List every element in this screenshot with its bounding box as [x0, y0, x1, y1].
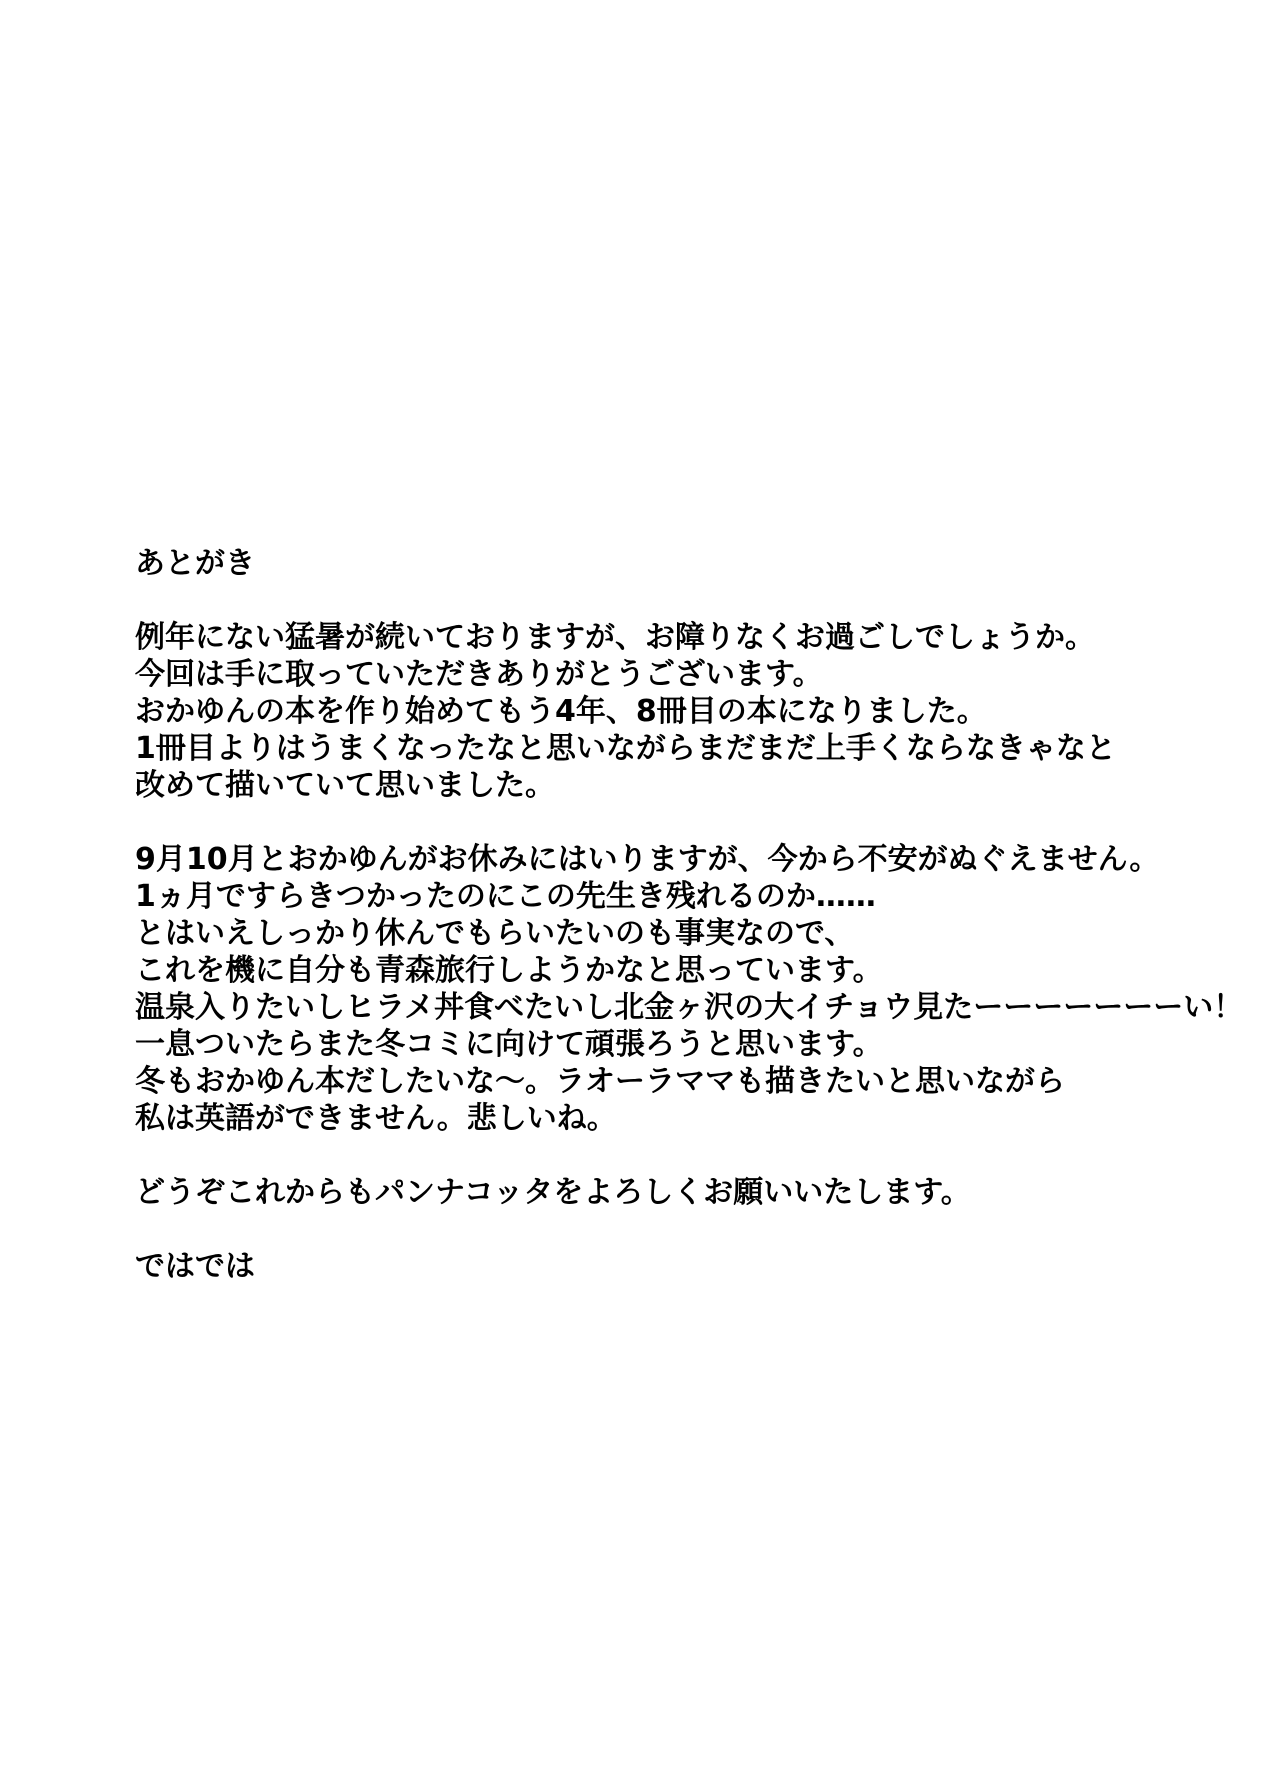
text-line: 1冊目よりはうまくなったなと思いながらまだまだ上手くならなきゃなと — [135, 731, 1116, 766]
text-line: 一息ついたらまた冬コミに向けて頑張ろうと思います。 — [135, 1027, 883, 1062]
text-line: 温泉入りたいしヒラメ丼食べたいし北金ヶ沢の大イチョウ見たーーーーーーーい！ — [135, 990, 1244, 1025]
paragraph-closing-request — [135, 1174, 1215, 1211]
paragraph-break-plans — [135, 841, 1244, 1137]
text-line: 例年にない猛暑が続いておりますが、お障りなくお過ごしでしょうか。 — [135, 620, 1095, 655]
text-line: ではでは — [135, 1249, 255, 1284]
text-line: 9月10月とおかゆんがお休みにはいりますが、今から不安がぬぐえません。 — [135, 842, 1160, 877]
text-line: 今回は手に取っていただきありがとうございます。 — [135, 657, 823, 692]
text-line: 改めて描いていて思いました。 — [135, 768, 555, 803]
text-line: とはいえしっかり休んでもらいたいのも事実なので、 — [135, 916, 855, 951]
text-line: これを機に自分も青森旅行しようかなと思っています。 — [135, 953, 883, 988]
afterword-title: あとがき — [135, 546, 255, 581]
text-line: 1ヵ月ですらきつかったのにこの先生き残れるのか…… — [135, 879, 876, 914]
paragraph-signoff — [135, 1248, 1215, 1285]
text-line: 冬もおかゆん本だしたいな〜。ラオーラママも描きたいと思いながら — [135, 1064, 1065, 1099]
text-line: 私は英語ができません。悲しいね。 — [135, 1101, 617, 1136]
afterword-text-block — [135, 545, 1244, 1285]
paragraph-greeting — [135, 619, 1215, 804]
text-line: おかゆんの本を作り始めてもう4年、8冊目の本になりました。 — [135, 694, 987, 729]
text-line: どうぞこれからもパンナコッタをよろしくお願いいたします。 — [135, 1175, 971, 1210]
